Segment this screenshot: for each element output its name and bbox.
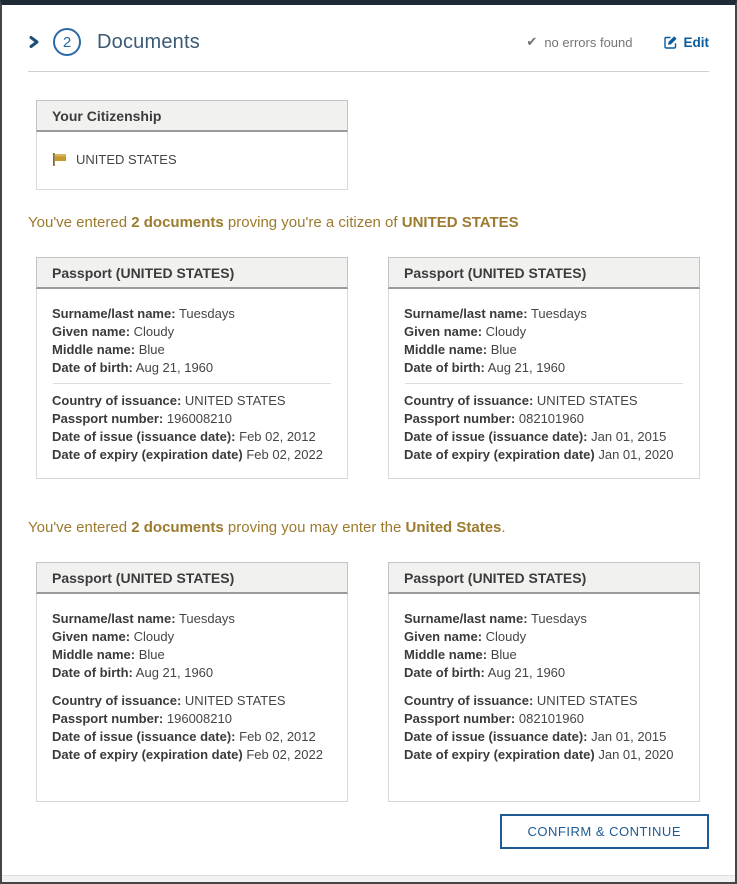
field-date-of-issue: Date of issue (issuance date): Jan 01, 2015 <box>404 429 667 444</box>
field-surname: Surname/last name: Tuesdays <box>52 611 235 626</box>
edit-pencil-icon <box>663 35 678 50</box>
document-title: Passport (UNITED STATES) <box>36 257 348 289</box>
document-title: Passport (UNITED STATES) <box>388 257 700 289</box>
status-badge <box>526 34 632 50</box>
document-title: Passport (UNITED STATES) <box>36 562 348 594</box>
document-body <box>388 594 700 802</box>
field-date-of-birth: Date of birth: Aug 21, 1960 <box>52 360 214 375</box>
document-body <box>36 594 348 802</box>
entry-document-card-2 <box>388 562 700 802</box>
field-date-of-expiry: Date of expiry (expiration date) Jan 01, 2020 <box>404 747 674 762</box>
page-title: Documents <box>97 30 200 53</box>
field-middle-name: Middle name: Blue <box>52 647 165 662</box>
field-date-of-issue: Date of issue (issuance date): Feb 02, 2012 <box>52 429 316 444</box>
bottom-scroll-strip <box>2 875 735 882</box>
collapse-chevron-icon[interactable] <box>28 35 40 49</box>
document-body <box>388 289 700 479</box>
field-group-divider <box>405 383 683 384</box>
field-country-of-issuance: Country of issuance: UNITED STATES <box>404 393 638 408</box>
field-date-of-birth: Date of birth: Aug 21, 1960 <box>52 665 214 680</box>
field-date-of-birth: Date of birth: Aug 21, 1960 <box>404 360 566 375</box>
field-passport-number: Passport number: 082101960 <box>404 711 584 726</box>
field-given-name: Given name: Cloudy <box>404 629 527 644</box>
field-country-of-issuance: Country of issuance: UNITED STATES <box>52 393 286 408</box>
field-middle-name: Middle name: Blue <box>404 647 517 662</box>
status-text: no errors found <box>544 34 633 50</box>
field-country-of-issuance: Country of issuance: UNITED STATES <box>404 693 638 708</box>
field-given-name: Given name: Cloudy <box>52 324 175 339</box>
document-title: Passport (UNITED STATES) <box>388 562 700 594</box>
flag-icon <box>52 152 68 167</box>
citizenship-panel-body <box>36 132 348 190</box>
field-passport-number: Passport number: 196008210 <box>52 411 232 426</box>
field-surname: Surname/last name: Tuesdays <box>404 611 587 626</box>
field-passport-number: Passport number: 082101960 <box>404 411 584 426</box>
citizenship-country-row <box>52 152 332 167</box>
entry-summary-message: You've entered 2 documents proving you may enter the United States. <box>28 519 506 536</box>
field-given-name: Given name: Cloudy <box>52 629 175 644</box>
citizenship-document-card-2 <box>388 257 700 479</box>
step-number: 2 <box>62 33 72 51</box>
field-date-of-issue: Date of issue (issuance date): Jan 01, 2015 <box>404 729 667 744</box>
field-surname: Surname/last name: Tuesdays <box>404 306 587 321</box>
entry-document-card-1 <box>36 562 348 802</box>
field-middle-name: Middle name: Blue <box>52 342 165 357</box>
section-header <box>28 27 709 57</box>
citizenship-panel-title: Your Citizenship <box>36 100 348 132</box>
citizenship-country: UNITED STATES <box>76 152 177 167</box>
footer <box>2 814 709 849</box>
field-group-divider <box>53 383 331 384</box>
field-country-of-issuance: Country of issuance: UNITED STATES <box>52 693 286 708</box>
field-given-name: Given name: Cloudy <box>404 324 527 339</box>
field-date-of-expiry: Date of expiry (expiration date) Jan 01, 2020 <box>404 447 674 462</box>
field-middle-name: Middle name: Blue <box>404 342 517 357</box>
field-passport-number: Passport number: 196008210 <box>52 711 232 726</box>
entry-documents-row <box>36 562 709 802</box>
edit-button[interactable] <box>663 35 710 50</box>
step-number-badge <box>53 28 81 56</box>
citizenship-summary-message: You've entered 2 documents proving you're a citizen of UNITED STATES <box>28 214 519 231</box>
check-icon: ✔ <box>526 34 538 49</box>
confirm-continue-button[interactable]: CONFIRM & CONTINUE <box>500 814 709 849</box>
field-date-of-issue: Date of issue (issuance date): Feb 02, 2012 <box>52 729 316 744</box>
citizenship-panel <box>36 100 348 190</box>
field-surname: Surname/last name: Tuesdays <box>52 306 235 321</box>
header-divider <box>28 71 709 72</box>
edit-label: Edit <box>683 34 709 50</box>
field-date-of-expiry: Date of expiry (expiration date) Feb 02, 2022 <box>52 747 323 762</box>
field-date-of-expiry: Date of expiry (expiration date) Feb 02, 2022 <box>52 447 323 462</box>
document-body <box>36 289 348 479</box>
field-date-of-birth: Date of birth: Aug 21, 1960 <box>404 665 566 680</box>
citizenship-document-card-1 <box>36 257 348 479</box>
citizenship-documents-row <box>36 257 709 479</box>
